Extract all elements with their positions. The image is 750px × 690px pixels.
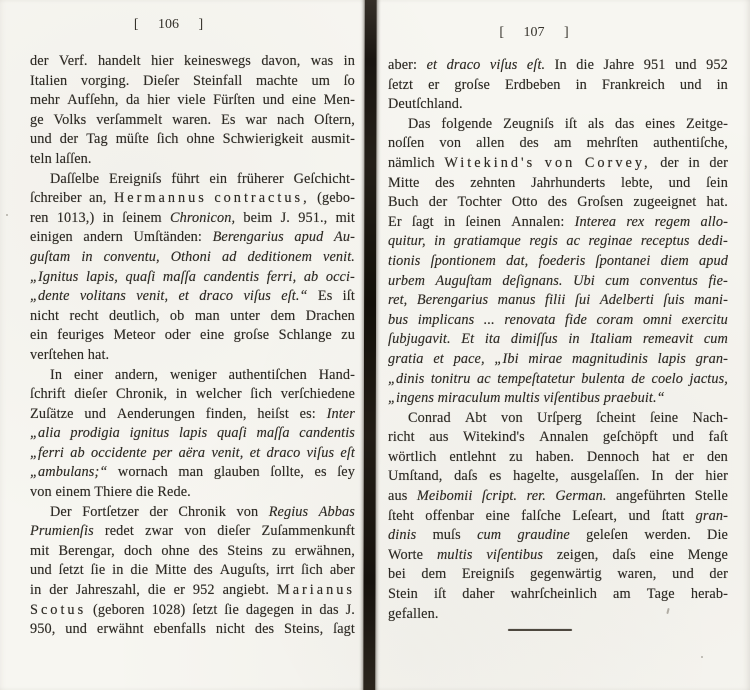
text-line: „dente volitans venit, et draco viſus eſt.“ Es iſt <box>30 288 355 305</box>
text-line: bei dem Ereigniſs gegenwärtig waren, und der <box>388 566 728 583</box>
text-line: Mitte des zehnten Jahrhunderts lebte, und ſein <box>388 174 728 191</box>
text-line: noſſen von allen des am mehrſten authentiſche, <box>388 135 728 152</box>
text-line: Worte multis viſentibus zeigen, daſs eine Menge <box>388 546 728 563</box>
text-line: Scotus (geboren 1028) ſetzt ſie dagegen in das J. <box>30 601 355 618</box>
text-line: ren 1013,) in ſeinem Chronicon, beim J. 951., mit <box>30 209 355 226</box>
text-line: Er ſagt in ſeinen Annalen: Interea rex regem allo- <box>388 213 728 230</box>
text-line: ein feuriges Meteor oder eine groſse Schlange zu <box>30 327 355 344</box>
text-line: Conrad Abt von Urſperg ſcheint ſeine Nach- <box>408 409 728 426</box>
page-number-header-left: [ 106 ] <box>133 17 204 32</box>
text-line: Daſſelbe Ereigniſs führt ein früherer Geſchicht- <box>50 170 355 187</box>
text-line: In einer andern, weniger authentiſchen Hand- <box>50 366 355 383</box>
text-line: richt aus Witekind's Annalen geſchöpft und faſt <box>388 429 728 446</box>
paper-speck <box>345 531 348 533</box>
text-line: tionis ſpontionem dat, foederis ſpontanei diem apud <box>388 252 728 269</box>
text-line: dinis muſs cum graudine geleſen werden. Die <box>388 527 728 544</box>
page-left <box>30 14 355 640</box>
text-line: „Ignitus lapis, quaſi maſſa candentis ferri, ab occi- <box>30 268 355 285</box>
text-line: nämlich Witekind's von Corvey, der in der <box>388 154 728 171</box>
text-line: ſteht offenbar eine falſche Leſeart, und ſtatt gran- <box>388 507 728 524</box>
text-line: „ambulans;“ wornach man glauben ſollte, es ſey <box>30 464 355 481</box>
text-line: guſtam in conventu, Othoni ad deditionem venit. <box>30 248 355 265</box>
text-line: bus implicans ... renovata fide coram omni exercitu <box>388 311 728 328</box>
text-line: teln laſſen. <box>30 150 92 167</box>
text-line: „ferri ab occidente per aëra venit, et draco viſus eſt <box>30 444 355 461</box>
text-line: „dinis tonitru ac tempeſtatetur bulenta de coelo jactus, <box>388 370 728 387</box>
text-line: und der Tag müſte ſich ohne Schwierigkeit ausmit- <box>30 131 355 148</box>
text-line: gefallen. <box>388 605 439 622</box>
text-line: Italien vorging. Dieſer Steinfall machte um ſo <box>30 72 355 89</box>
text-line: der Verf. handelt hier keineswegs davon, was in <box>30 53 355 69</box>
page-right <box>388 22 728 631</box>
text-line: in der Jahreszahl, die er 952 angiebt. Marianus <box>30 582 355 599</box>
text-line: urbem Auguſtam deſignans. Ubi cum conventus fie- <box>388 272 728 289</box>
text-line: einigen andern Umſtänden: Berengarius apud Au- <box>30 229 355 246</box>
text-line: Prumienſis redet zwar von dieſer Zuſammenkunft <box>30 523 355 540</box>
text-line: mehr Aufſehn, da hier viele Fürſten und eine Men- <box>30 92 355 109</box>
page-left-text <box>30 52 355 640</box>
text-line: mit Berengar, doch ohne des Steins zu erwähnen, <box>30 542 355 559</box>
text-line: nicht recht deutlich, ob man unter dem Drachen <box>30 307 355 324</box>
text-line: Buch der Tochter Otto des Groſsen zugeeignet hat. <box>388 194 728 211</box>
text-line: wörtlich entlehnt zu haben. Dennoch hat er den <box>388 448 728 465</box>
text-line: Stein iſt daher wahrſcheinlich am Tage herab- <box>388 586 728 603</box>
text-line: „alia prodigia ignitus lapis quaſi maſſa candentis <box>30 425 355 442</box>
text-line: und ſetzt ſie in die Mitte des Auguſts, irrt ſich aber <box>30 562 355 579</box>
text-line: aus Meibomii ſcript. rer. German. angeführten Stelle <box>388 488 728 505</box>
text-line: quitur, in gratiamque regis ac reginae receptus dedi- <box>388 233 728 250</box>
text-line: von einem Thiere die Rede. <box>30 484 191 501</box>
text-line: Der Fortſetzer der Chronik von Regius Abbas <box>50 503 355 520</box>
page-right-text <box>388 56 728 624</box>
text-line: 950, und erwähnt ebenfalls nicht des Steins, ſagt <box>30 621 355 638</box>
end-divider <box>508 629 572 631</box>
text-line: Deutſchland. <box>388 96 463 113</box>
text-line: gratia et pace, „Ibi mirae magnitudinis lapis gran- <box>388 350 728 367</box>
paper-speck <box>701 656 703 658</box>
text-line: „ingens miraculum multis viſentibus praebuit.“ <box>388 390 665 407</box>
text-line: Das folgende Zeugniſs iſt als das eines Zeitge- <box>408 115 728 132</box>
page-number-header-right: [ 107 ] <box>499 25 569 40</box>
text-line: aber: et draco viſus eſt. In die Jahre 951 und 952 <box>388 57 728 73</box>
text-line: ſetzt er groſse Erdbeben in Frankreich und in <box>388 76 728 93</box>
paper-speck <box>6 214 8 216</box>
text-line: ſchrift dieſer Chronik, in welcher ſich verſchiedene <box>30 386 355 403</box>
text-line: Umſtand, daſs es hagelte, ausgelaſſen. In der hier <box>388 468 728 485</box>
text-line: Zuſätze und Aenderungen finden, heiſst es: Inter <box>30 405 355 422</box>
text-line: ret, Berengarius manus filii ſui Adelberti ſuis mani- <box>388 292 728 309</box>
text-line: verſtehen hat. <box>30 346 110 363</box>
book-gutter <box>363 0 376 690</box>
text-line: ge Volks verſammelt waren. Es war nach Oſtern, <box>30 111 355 128</box>
text-line: ſubjugavit. Et ita dimiſſus in Italiam remeavit cum <box>388 331 728 348</box>
text-line: ſchreiber an, Hermannus contractus, (gebo- <box>30 190 355 207</box>
